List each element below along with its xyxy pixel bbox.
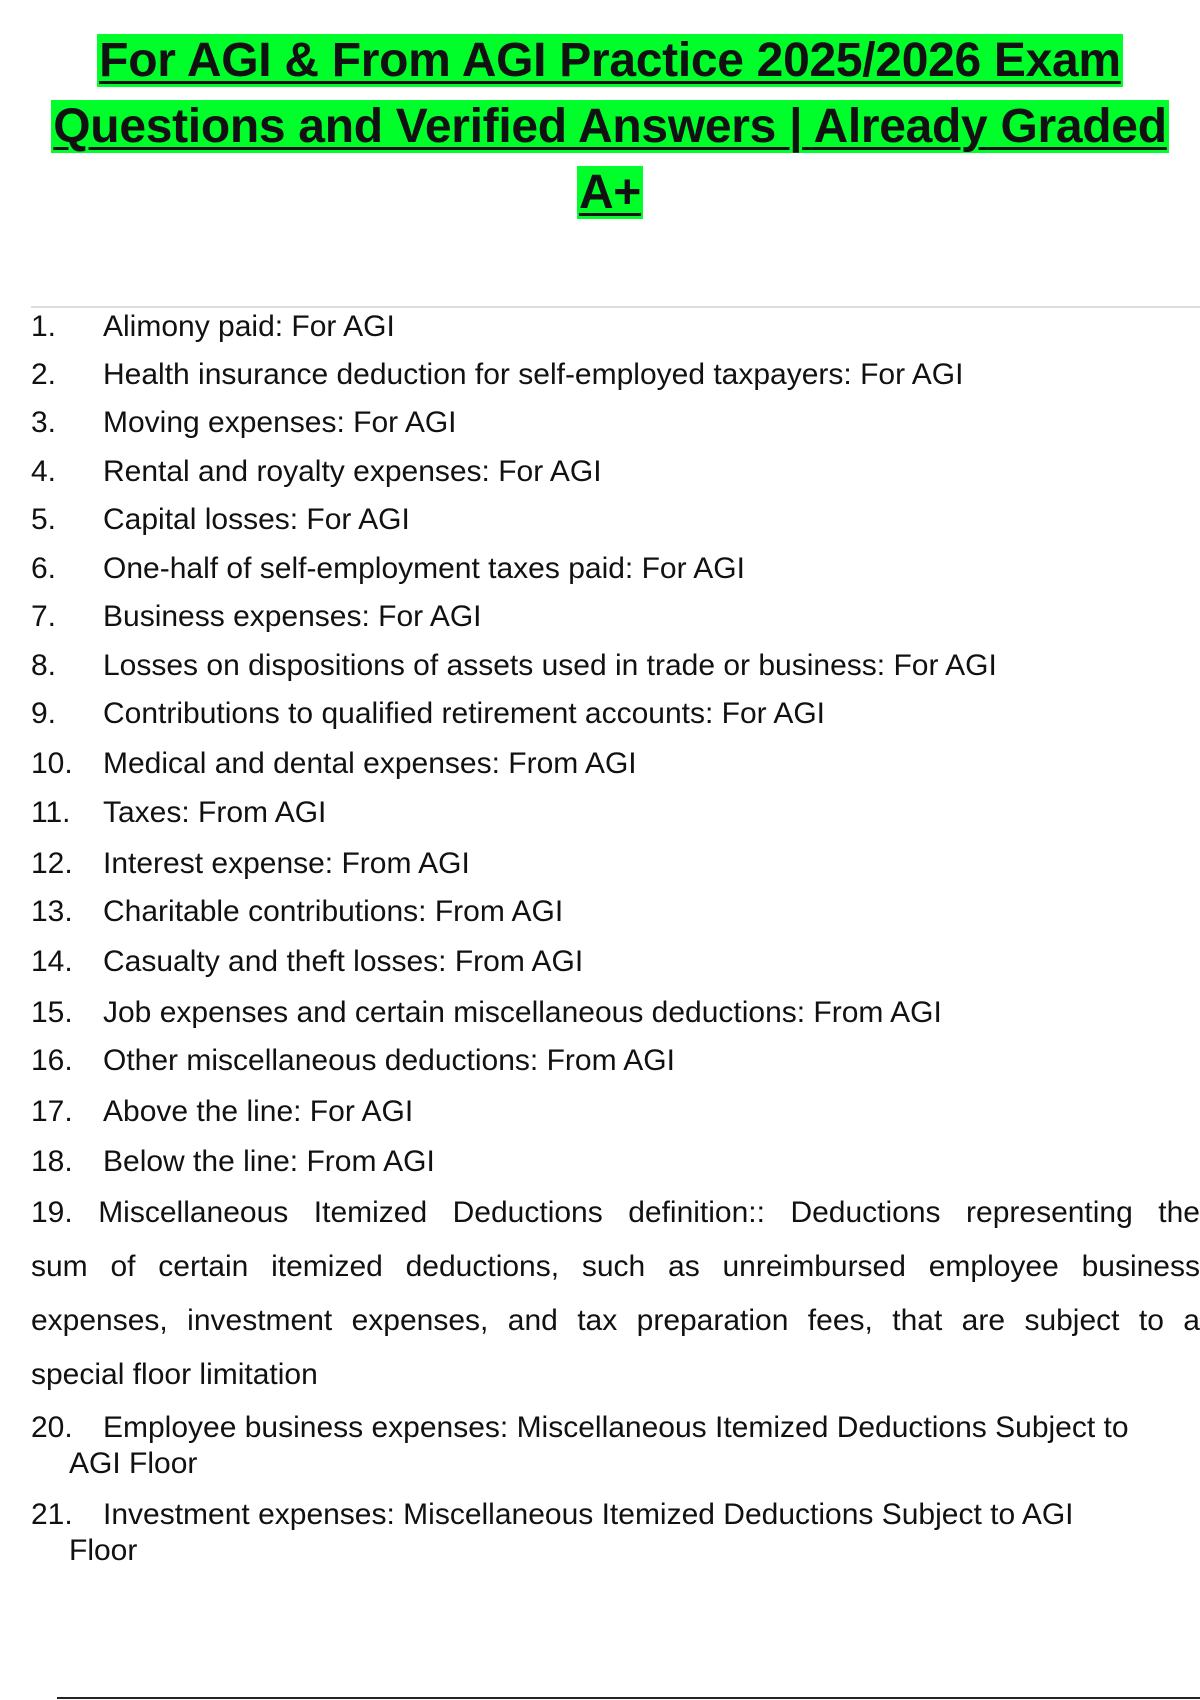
top-divider [31, 306, 1200, 308]
item-text: Losses on dispositions of assets used in trade or business: For AGI [103, 649, 997, 682]
item-number: 9. [31, 697, 57, 730]
item-text: Below the line: From AGI [103, 1145, 435, 1178]
item-number: 20. [31, 1411, 73, 1444]
item-number: 16. [31, 1044, 73, 1077]
item-number: 17. [31, 1095, 73, 1128]
item-number: 6. [31, 552, 57, 585]
list-item [31, 846, 470, 882]
item-text: Health insurance deduction for self-employed taxpayers: For AGI [103, 358, 964, 391]
list-item [31, 405, 457, 441]
list-item [31, 696, 825, 732]
item-number: 8. [31, 649, 57, 682]
item-number: 10. [31, 747, 73, 780]
item-text: Contributions to qualified retirement accounts: For AGI [103, 697, 826, 730]
item-number: 5. [31, 503, 57, 536]
list-item [31, 894, 563, 930]
bottom-divider [57, 1697, 1200, 1699]
item-text: Charitable contributions: From AGI [103, 895, 564, 928]
list-item [31, 357, 963, 393]
list-item [31, 795, 326, 831]
item-text: Moving expenses: For AGI [103, 406, 457, 439]
item-text: Alimony paid: For AGI [103, 310, 395, 343]
item-number: 13. [31, 895, 73, 928]
list-item-21 [31, 1497, 1200, 1569]
list-item [31, 648, 997, 684]
item-text: Rental and royalty expenses: For AGI [103, 455, 602, 488]
list-item [31, 944, 583, 980]
item-number: 14. [31, 945, 73, 978]
title-line-3: A+ [578, 166, 642, 219]
item-text: Capital losses: For AGI [103, 503, 410, 536]
item-number: 12. [31, 847, 73, 880]
item-text: Taxes: From AGI [103, 796, 327, 829]
item-text: One-half of self-employment taxes paid: For AGI [103, 552, 745, 585]
item-number: 4. [31, 455, 57, 488]
paragraph-line: 19. Miscellaneous Itemized Deductions definition:: Deductions representing the [31, 1196, 1200, 1229]
item-number: 2. [31, 358, 57, 391]
list-item-19-paragraph [31, 1186, 1200, 1402]
list-item [31, 599, 482, 635]
item-number: 11. [31, 796, 71, 829]
item-text: Interest expense: From AGI [103, 847, 470, 880]
item-text: Job expenses and certain miscellaneous deductions: From AGI [103, 996, 942, 1029]
item-text-continuation: AGI Floor [69, 1447, 198, 1480]
list-item [31, 454, 602, 490]
list-item [31, 746, 637, 782]
paragraph-line: special floor limitation [31, 1358, 318, 1391]
list-item [31, 1144, 435, 1180]
item-number: 18. [31, 1145, 73, 1178]
list-item [31, 995, 942, 1031]
item-text: Casualty and theft losses: From AGI [103, 945, 584, 978]
document-title [20, 28, 1200, 226]
item-text: Above the line: For AGI [103, 1095, 414, 1128]
title-line-1: For AGI & From AGI Practice 2025/2026 Exam [99, 34, 1121, 87]
item-text: Employee business expenses: Miscellaneous Itemized Deductions Subject to [103, 1411, 1129, 1444]
item-text: Medical and dental expenses: From AGI [103, 747, 637, 780]
item-text: Other miscellaneous deductions: From AGI [103, 1044, 675, 1077]
paragraph-line: expenses, investment expenses, and tax preparation fees, that are subject to a [31, 1304, 1200, 1337]
item-text: Investment expenses: Miscellaneous Itemized Deductions Subject to AGI [103, 1498, 1074, 1531]
paragraph-line: sum of certain itemized deductions, such as unreimbursed employee business [31, 1250, 1200, 1283]
list-item [31, 551, 745, 587]
item-number: 15. [31, 996, 73, 1029]
item-text-continuation: Floor [69, 1534, 138, 1567]
list-item [31, 1094, 413, 1130]
title-line-2: Questions and Verified Answers | Already Graded [53, 100, 1167, 153]
list-item [31, 502, 410, 538]
list-item-20 [31, 1410, 1200, 1482]
item-number: 1. [31, 310, 57, 343]
item-text: Business expenses: For AGI [103, 600, 482, 633]
item-number: 3. [31, 406, 57, 439]
list-item [31, 1043, 675, 1079]
item-number: 7. [31, 600, 57, 633]
list-item [31, 309, 395, 345]
item-number: 21. [31, 1498, 73, 1531]
